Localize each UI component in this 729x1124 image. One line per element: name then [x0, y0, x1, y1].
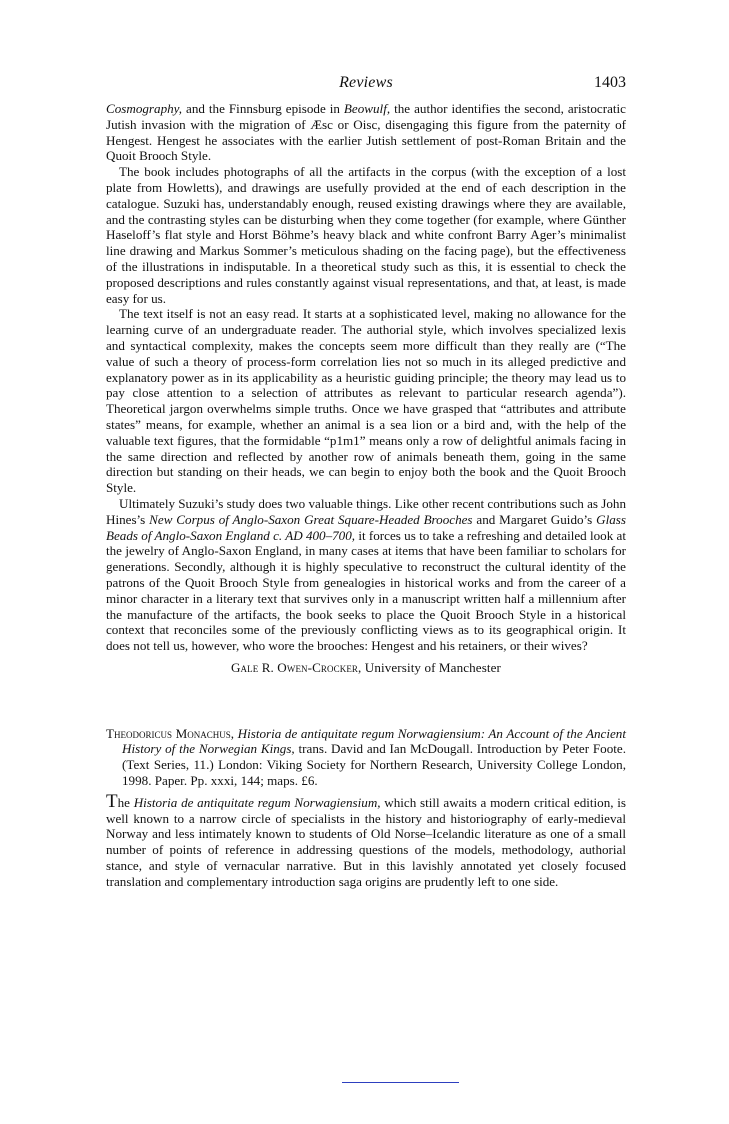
citation-title: Historia de antiquitate regum Norwagiensium: An Account of the Ancient History of the Norwegian Kings,: [122, 725, 626, 757]
paragraph-text: and the Finnsburg episode in: [182, 101, 344, 116]
paragraph-2: The book includes photographs of all the artifacts in the corpus (with the exception of a lost plate from Howletts), and drawings are usefully provided at the end of each description in the catalogue. Suzuki has, understandably enough, reused existing drawings where they are available, and the contrasting styles can be disturbing when they come together (for example, where Günther Haseloff’s flat style and Horst Böhme’s heavy black and white confront Barry Ager’s minimalist line drawing and Markus Sommer’s meticulous shading on the facing page), but the effectiveness of the illustrations in indisputable. In a theoretical study such as this, it is essential to check the proposed descriptions and rules constantly against visual representations, and that, at least, is made easy for us.: [106, 164, 626, 306]
book-citation: [106, 726, 626, 789]
paragraph-3: The text itself is not an easy read. It starts at a sophisticated level, making no allowance for the learning curve of an undergraduate reader. The authorial style, which involves specialized lexis and syntactical complexity, makes the concepts seem more difficult than they really are (“The value of such a theory of process-form correlation lies not so much in its alleged predictive and explanatory power as in its applicability as a heuristic guiding principle; the theory may lead us to pay close attention to a selection of attributes as relevant to particular research agenda”). Theoretical jargon overwhelms simple truths. Once we have grasped that “attributes and attribute states” means, for example, whether an animal is a sea lion or a bird and, with the help of the valuable text figures, that the formidable “p1m1” means only a row of delightful animals facing in the same direction and reflected by another row of animals beneath them, going in the same direction but standing on their heads, we can begin to enjoy both the book and the Quoit Brooch Style.: [106, 306, 626, 496]
paragraph-text: it forces us to take a refreshing and detailed look at the jewelry of Anglo-Saxon England, in many cases at items that have been familiar to scholars for generations. Secondly, although it is highly speculative to reconstruct the cultural identity of the patrons of the Quoit Brooch Style from genealogies in historical works and from the career of a minor character in a literary text that survives only in a manuscript written half a millennium after the manufacture of the artifacts, the book seeks to place the Quoit Brooch Style in a historical context that reconciles some of the previously conflicting views as to its geographical origin. It does not tell us, however, who wore the brooches: Hengest and his retainers, or their wives?: [106, 527, 626, 654]
page-number: 1403: [594, 74, 626, 91]
paragraph-text: Ultimately Suzuki’s study does two valuable things. Like other recent contributions such as John Hines’s: [106, 495, 626, 527]
reviewer-affiliation: University of Manchester: [361, 659, 502, 675]
paragraph-text: he: [117, 794, 134, 810]
reviewer-name: Gale R. Owen-Crocker,: [230, 659, 362, 675]
hines-title: New Corpus of Anglo-Saxon Great Square-Headed Brooches: [149, 511, 473, 527]
paragraph-4: [106, 496, 626, 654]
paragraph-text: and Margaret Guido’s: [472, 511, 597, 527]
beowulf-title: Beowulf,: [343, 101, 391, 116]
running-header: [106, 74, 626, 98]
historia-title: Historia de antiquitate regum Norwagiensium,: [133, 794, 381, 810]
review-opening-paragraph: [106, 790, 626, 890]
page-body: [106, 101, 626, 890]
guido-title: Glass Beads of Anglo-Saxon England c. AD 400–700,: [106, 511, 626, 543]
citation-author: Theodoricus Monachus,: [106, 725, 235, 741]
citation-details: trans. David and Ian McDougall. Introduction by Peter Foote. (Text Series, 11.) London: Viking Society for Northern Research, University College London, 1998. Paper. Pp. xxxi, 144; maps. £6.: [122, 741, 626, 789]
initial-letter: T: [106, 790, 118, 812]
footer-rule: [342, 1082, 459, 1083]
running-title: Reviews: [339, 74, 393, 91]
paragraph-text: the author identifies the second, aristocratic Jutish invasion with the migration of Æsc or Oisc, disengaging this figure from the paternity of Hengest. Hengest he associates with the earlier Jutish settlement of post-Roman Britain and the Quoit Brooch Style.: [106, 101, 626, 164]
paragraph-text: which still awaits a modern critical edition, is well known to a narrow circle of specialists in the history and historiography of early-medieval Norway and less intimately known to students of Old Norse–Icelandic literature as one of a small number of points of reference in addressing questions of the models, methodology, authorial stance, and style of vernacular narrative. But in this lavishly annotated yet closely focused translation and complementary introduction saga origins are prudently left to one side.: [106, 794, 626, 889]
paragraph-1: [106, 101, 626, 164]
cosmography-title: Cosmography,: [106, 101, 183, 116]
reviewer-signature: [106, 660, 626, 676]
